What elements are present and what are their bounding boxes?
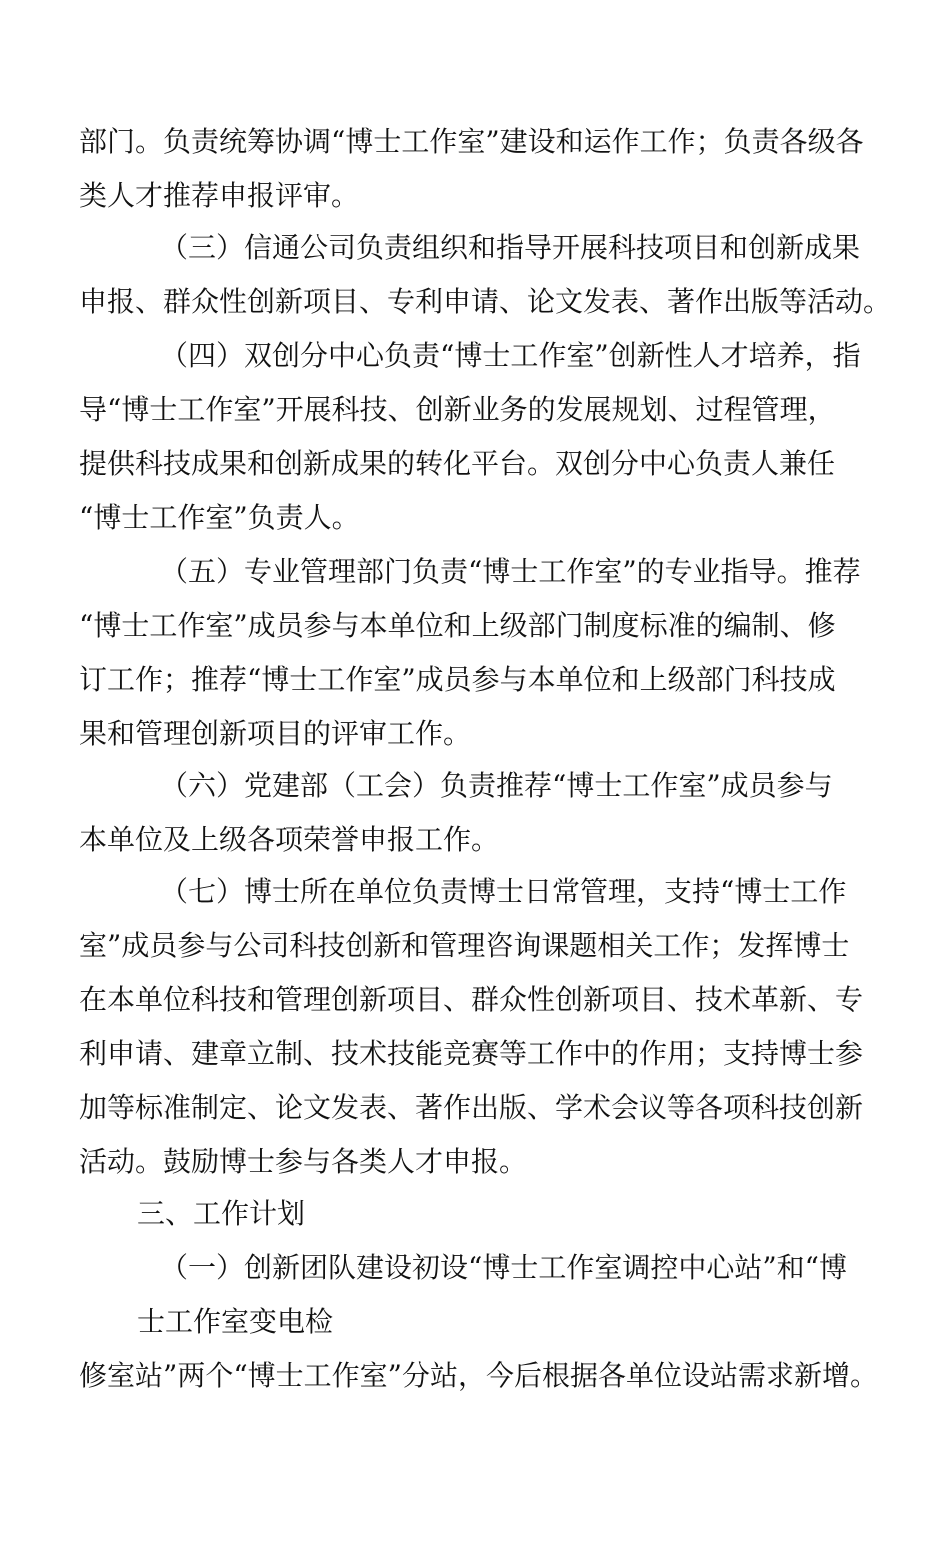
- text-line-1: 部门。负责统筹协调“博士工作室”建设和运作工作；负责各级各: [79, 125, 864, 158]
- section-heading: 三、工作计划: [137, 1197, 306, 1230]
- text-line-10: “博士工作室”成员参与本单位和上级部门制度标准的编制、修: [79, 609, 836, 642]
- text-line-17: 在本单位科技和管理创新项目、群众性创新项目、技术革新、专: [79, 983, 864, 1016]
- text-line-3: （三）信通公司负责组织和指导开展科技项目和创新成果: [160, 231, 861, 264]
- text-line-18: 利申请、建章立制、技术技能竞赛等工作中的作用；支持博士参: [79, 1037, 864, 1070]
- text-line-22: （一）创新团队建设初设“博士工作室调控中心站”和“博: [160, 1251, 847, 1284]
- text-line-14: 本单位及上级各项荣誉申报工作。: [79, 823, 500, 856]
- text-line-13: （六）党建部（工会）负责推荐“博士工作室”成员参与: [160, 769, 833, 802]
- text-line-19: 加等标准制定、论文发表、著作出版、学术会议等各项科技创新: [79, 1091, 864, 1124]
- text-line-7: 提供科技成果和创新成果的转化平台。双创分中心负责人兼任: [79, 447, 836, 480]
- text-line-23: 士工作室变电检: [137, 1305, 334, 1338]
- text-line-8: “博士工作室”负责人。: [79, 501, 360, 534]
- text-line-15: （七）博士所在单位负责博士日常管理，支持“博士工作: [160, 875, 847, 908]
- text-line-2: 类人才推荐申报评审。: [79, 179, 360, 212]
- text-line-11: 订工作；推荐“博士工作室”成员参与本单位和上级部门科技成: [79, 663, 836, 696]
- text-line-16: 室”成员参与公司科技创新和管理咨询课题相关工作；发挥博士: [79, 929, 850, 962]
- text-line-12: 果和管理创新项目的评审工作。: [79, 717, 472, 750]
- text-line-24: 修室站”两个“博士工作室”分站，今后根据各单位设站需求新增。: [79, 1359, 878, 1392]
- text-line-20: 活动。鼓励博士参与各类人才申报。: [79, 1145, 528, 1178]
- text-line-6: 导“博士工作室”开展科技、创新业务的发展规划、过程管理，: [79, 393, 836, 426]
- text-line-4: 申报、群众性创新项目、专利申请、论文发表、著作出版等活动。: [79, 285, 892, 318]
- text-line-5: （四）双创分中心负责“博士工作室”创新性人才培养，指: [160, 339, 861, 372]
- text-line-9: （五）专业管理部门负责“博士工作室”的专业指导。推荐: [160, 555, 861, 588]
